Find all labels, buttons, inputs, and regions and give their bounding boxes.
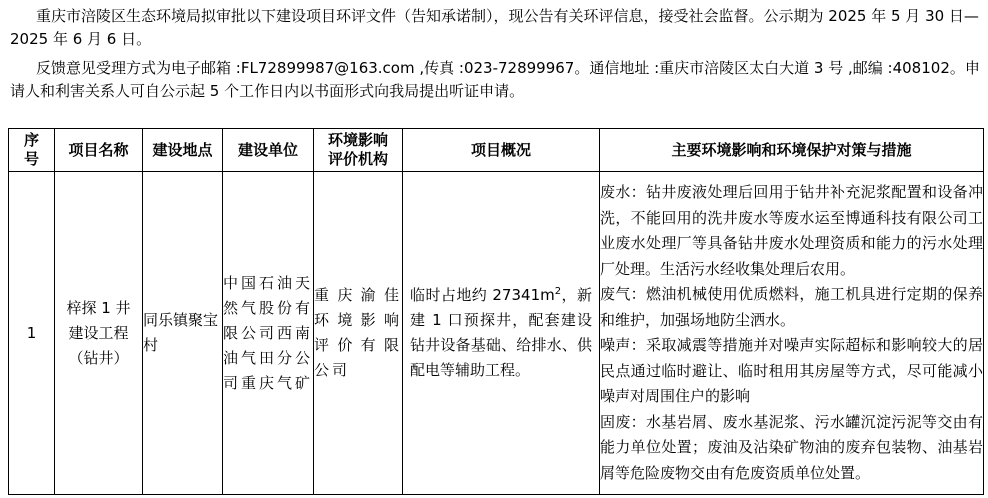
header-builder: 建设单位 <box>223 129 314 172</box>
header-measures: 主要环境影响和环境保护对策与措施 <box>600 129 984 172</box>
cell-builder: 中国石油天然气股份有限公司西南油气田分公司重庆气矿 <box>223 172 314 495</box>
measure-exhaust: 废气：燃油机械使用优质燃料，施工机具进行定期的保养和维护，加强场地防尘洒水。 <box>600 285 983 329</box>
header-location: 建设地点 <box>143 129 223 172</box>
overview-area-unit-sup: 2 <box>554 286 562 297</box>
header-overview: 项目概况 <box>403 129 600 172</box>
cell-location: 同乐镇聚宝村 <box>143 172 223 495</box>
cell-overview <box>403 172 600 495</box>
overview-rest-text: ，新建 1 口预探井，配套建设钻井设备基础、给排水、供配电等辅助工程。 <box>410 286 592 379</box>
header-seq: 序号 <box>9 129 55 172</box>
project-table <box>8 128 984 495</box>
measure-solid-waste: 固废：水基岩屑、废水基泥浆、污水罐沉淀污泥等交由有能力单位处置；废油及沾染矿物油的废弃包装物、油基岩屑等危险废物交由有危废资质单位处置。 <box>600 412 983 482</box>
table-row <box>9 172 984 495</box>
overview-area-text: 临时占地约 27341m <box>410 286 555 304</box>
cell-project-name: 梓探 1 井建设工程（钻井） <box>55 172 143 495</box>
notice-paragraph-1: 重庆市涪陵区生态环境局拟审批以下建设项目环评文件（告知承诺制），现公告有关环评信息，接受社会监督。公示期为 2025 年 5 月 30 日—2025 年 6 月 6 日。 <box>10 7 979 48</box>
cell-seq: 1 <box>9 172 55 495</box>
table-header-row <box>9 129 984 172</box>
measure-wastewater: 废水：钻井废液处理后回用于钻井补充泥浆配置和设备冲洗，不能回用的洗井废水等废水运至博通科技有限公司工业废水处理厂等具备钻井废水处理资质和能力的污水处理厂处理。生活污水经收集处理后农用。 <box>600 183 983 278</box>
notice-paragraph-2: 反馈意见受理方式为电子邮箱 :FL72899987@163.com ,传真 :023-72899967。通信地址 :重庆市涪陵区太白大道 3 号 ,邮编 :408102。申请人和利害关系人可自公示起 5 个工作日内以书面形式向我局提出听证申请。 <box>10 59 980 100</box>
measure-noise: 噪声：采取减震等措施并对噪声实际超标和影响较大的居民点通过临时避让、临时租用其房屋等方式，尽可能减小噪声对周围住户的影响 <box>600 336 983 405</box>
cell-eia-org: 重庆渝佳环境影响评价有限公司 <box>314 172 403 495</box>
cell-measures <box>600 172 984 495</box>
header-project-name: 项目名称 <box>55 129 143 172</box>
header-eia-org: 环境影响评价机构 <box>314 129 403 172</box>
